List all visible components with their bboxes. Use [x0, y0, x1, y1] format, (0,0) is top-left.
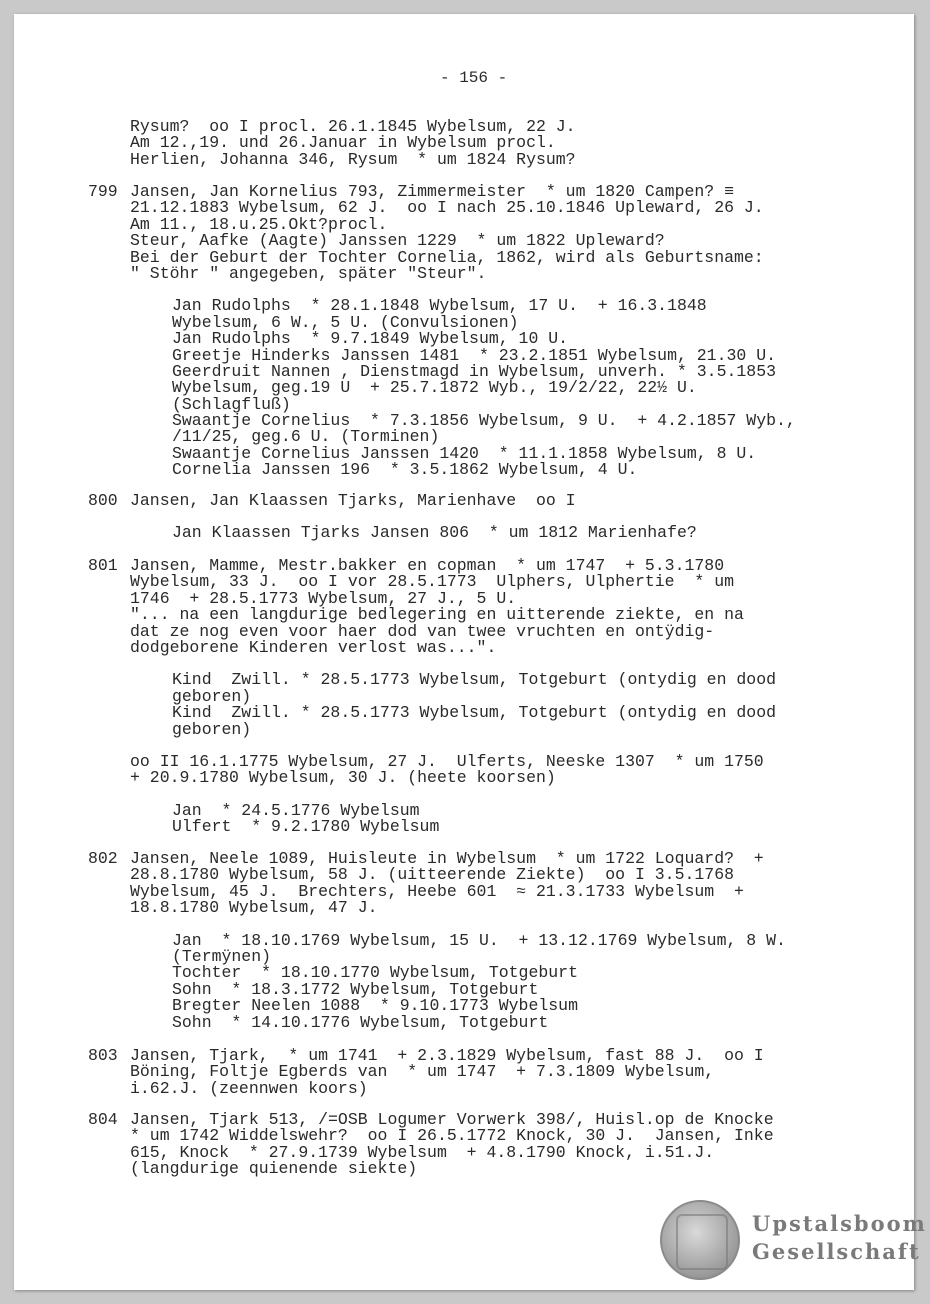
- text-line: Jansen, Jan Kornelius 793, Zimmermeister * um 1820 Campen? ≡: [130, 182, 734, 201]
- logo-line-2: Gesellschaft: [752, 1239, 921, 1264]
- text-line: 1746 + 28.5.1773 Wybelsum, 27 J., 5 U.: [130, 588, 517, 608]
- text-line: Am 11., 18.u.25.Okt?procl.: [130, 214, 388, 234]
- child-line: Kind Zwill. * 28.5.1773 Wybelsum, Totgeburt (ontydig en dood: [172, 703, 776, 723]
- logo-text: [752, 1210, 927, 1266]
- child-line: Ulfert * 9.2.1780 Wybelsum: [172, 817, 440, 837]
- entry-804: [88, 1112, 888, 1178]
- child-line: geboren): [172, 719, 252, 739]
- seal-icon: [660, 1200, 740, 1280]
- text-line: * um 1742 Widdelswehr? oo I 26.5.1772 Knock, 30 J. Jansen, Inke: [130, 1126, 774, 1146]
- text-line: Wybelsum, 45 J. Brechters, Heebe 601 ≈ 21.3.1733 Wybelsum +: [130, 881, 744, 901]
- child-line: Sohn * 14.10.1776 Wybelsum, Totgeburt: [172, 1012, 549, 1032]
- child-line: Tochter * 18.10.1770 Wybelsum, Totgeburt: [172, 963, 578, 983]
- child-line: Sohn * 18.3.1772 Wybelsum, Totgeburt: [172, 979, 539, 999]
- child-line: Geerdruit Nannen , Dienstmagd in Wybelsum, unverh. * 3.5.1853: [172, 361, 776, 381]
- entry-number: 803: [88, 1046, 118, 1065]
- text-line: Jansen, Mamme, Mestr.bakker en copman * um 1747 + 5.3.1780: [130, 556, 725, 575]
- text-line: Wybelsum, 33 J. oo I vor 28.5.1773 Ulphers, Ulphertie * um: [130, 572, 734, 592]
- entry-803: [88, 1048, 888, 1097]
- text-line: Herlien, Johanna 346, Rysum * um 1824 Rysum?: [130, 149, 576, 169]
- text-line: "... na een langdurige bedlegering en uitterende ziekte, en na: [130, 605, 744, 625]
- child-line: Wybelsum, geg.19 U + 25.7.1872 Wyb., 19/2/22, 22½ U.: [172, 378, 697, 398]
- text-line: 21.12.1883 Wybelsum, 62 J. oo I nach 25.10.1846 Upleward, 26 J.: [130, 198, 764, 218]
- child-line: Swaantje Cornelius * 7.3.1856 Wybelsum, 9 U. + 4.2.1857 Wyb.,: [172, 411, 796, 431]
- continuation-block: [88, 119, 888, 168]
- text-line: Steur, Aafke (Aagte) Janssen 1229 * um 1822 Upleward?: [130, 231, 665, 251]
- entry-number: 801: [88, 556, 118, 575]
- text-line: " Stöhr " angegeben, später "Steur".: [130, 263, 487, 283]
- text-line: Jansen, Tjark, * um 1741 + 2.3.1829 Wybelsum, fast 88 J. oo I: [130, 1046, 764, 1065]
- text-line: Jansen, Neele 1089, Huisleute in Wybelsum * um 1722 Loquard? +: [130, 849, 764, 868]
- text-line: 18.8.1780 Wybelsum, 47 J.: [130, 898, 378, 918]
- text-line: Am 12.,19. und 26.Januar in Wybelsum procl.: [130, 133, 556, 153]
- text-line: i.62.J. (zeennwen koors): [130, 1078, 368, 1098]
- page-content: [14, 14, 927, 1290]
- text-line: 28.8.1780 Wybelsum, 58 J. (uitteerende Ziekte) oo I 3.5.1768: [130, 865, 734, 885]
- text-line: (langdurige quienende siekte): [130, 1159, 418, 1179]
- entry-800: [88, 493, 888, 542]
- text-line: Böning, Foltje Egberds van * um 1747 + 7.3.1809 Wybelsum,: [130, 1062, 715, 1082]
- text-line: Jansen, Jan Klaassen Tjarks, Marienhave oo I: [130, 491, 576, 510]
- child-line: Jan * 24.5.1776 Wybelsum: [172, 800, 420, 820]
- marriage-line: oo II 16.1.1775 Wybelsum, 27 J. Ulferts, Neeske 1307 * um 1750: [130, 751, 764, 771]
- child-line: Bregter Neelen 1088 * 9.10.1773 Wybelsum: [172, 996, 578, 1016]
- child-line: geboren): [172, 686, 252, 706]
- child-line: Jan * 18.10.1769 Wybelsum, 15 U. + 13.12.1769 Wybelsum, 8 W.: [172, 930, 786, 950]
- society-logo: [660, 1200, 927, 1280]
- child-line: /11/25, geg.6 U. (Torminen): [172, 427, 440, 447]
- entry-number: 800: [88, 491, 118, 510]
- child-line: Cornelia Janssen 196 * 3.5.1862 Wybelsum, 4 U.: [172, 460, 638, 480]
- child-line: Kind Zwill. * 28.5.1773 Wybelsum, Totgeburt (ontydig en dood: [172, 670, 776, 690]
- text-line: Bei der Geburt der Tochter Cornelia, 1862, wird als Geburtsname:: [130, 247, 764, 267]
- child-line: (Termÿnen): [172, 946, 272, 966]
- child-line: Swaantje Cornelius Janssen 1420 * 11.1.1858 Wybelsum, 8 U.: [172, 443, 757, 463]
- child-line: Jan Rudolphs * 28.1.1848 Wybelsum, 17 U. + 16.3.1848: [172, 296, 707, 316]
- child-line: (Schlagfluß): [172, 394, 291, 414]
- text-line: dat ze nog even voor haer dod van twee vruchten en ontÿdig-: [130, 621, 715, 641]
- marriage-line: + 20.9.1780 Wybelsum, 30 J. (heete koorsen): [130, 768, 556, 788]
- entry-801: [88, 558, 888, 835]
- child-line: Jan Rudolphs * 9.7.1849 Wybelsum, 10 U.: [172, 329, 569, 349]
- text-line: Jansen, Tjark 513, /=OSB Logumer Vorwerk 398/, Huisl.op de Knocke: [130, 1110, 774, 1129]
- logo-line-1: Upstalsboom: [752, 1211, 927, 1236]
- child-line: Wybelsum, 6 W., 5 U. (Convulsionen): [172, 312, 519, 332]
- entry-number: 799: [88, 182, 118, 201]
- entry-802: [88, 851, 888, 1031]
- page-number: - 156 -: [440, 69, 508, 87]
- document-page: [14, 14, 927, 1290]
- text-line: 615, Knock * 27.9.1739 Wybelsum + 4.8.1790 Knock, i.51.J.: [130, 1142, 715, 1162]
- text-line: Rysum? oo I procl. 26.1.1845 Wybelsum, 22 J.: [130, 117, 576, 136]
- child-line: Greetje Hinderks Janssen 1481 * 23.2.1851 Wybelsum, 21.30 U.: [172, 345, 776, 365]
- text-line: dodgeborene Kinderen verlost was...".: [130, 637, 497, 657]
- entry-number: 804: [88, 1110, 118, 1129]
- entry-799: [88, 184, 888, 479]
- entry-number: 802: [88, 849, 118, 868]
- child-line: Jan Klaassen Tjarks Jansen 806 * um 1812 Marienhafe?: [172, 523, 697, 543]
